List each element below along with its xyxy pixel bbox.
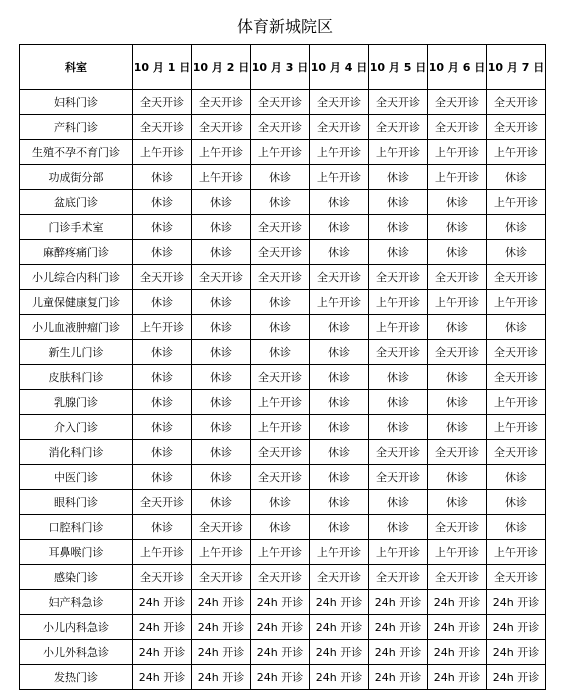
status-cell: 休诊 [251,490,310,515]
status-cell: 全天开诊 [428,565,487,590]
status-cell: 上午开诊 [310,140,369,165]
status-cell: 休诊 [192,290,251,315]
header-day: 10 月 5 日 [369,45,428,90]
status-cell: 全天开诊 [251,465,310,490]
status-cell: 休诊 [428,490,487,515]
dept-cell: 产科门诊 [20,115,133,140]
dept-cell: 小儿内科急诊 [20,615,133,640]
dept-cell: 新生儿门诊 [20,340,133,365]
status-cell: 全天开诊 [310,90,369,115]
status-cell: 24h 开诊 [487,590,546,615]
header-row [20,45,546,90]
dept-cell: 妇产科急诊 [20,590,133,615]
status-cell: 24h 开诊 [487,615,546,640]
table-row [20,140,546,165]
status-cell: 24h 开诊 [369,665,428,690]
status-cell: 全天开诊 [369,265,428,290]
status-cell: 休诊 [487,165,546,190]
table-row [20,540,546,565]
status-cell: 休诊 [133,340,192,365]
status-cell: 休诊 [310,415,369,440]
status-cell: 休诊 [428,240,487,265]
dept-cell: 介入门诊 [20,415,133,440]
status-cell: 全天开诊 [251,440,310,465]
table-row [20,640,546,665]
status-cell: 24h 开诊 [133,615,192,640]
status-cell: 24h 开诊 [251,615,310,640]
status-cell: 全天开诊 [192,265,251,290]
status-cell: 24h 开诊 [133,665,192,690]
status-cell: 全天开诊 [251,240,310,265]
status-cell: 24h 开诊 [369,615,428,640]
table-row [20,515,546,540]
status-cell: 休诊 [310,340,369,365]
status-cell: 全天开诊 [369,115,428,140]
status-cell: 休诊 [133,240,192,265]
table-row [20,465,546,490]
status-cell: 上午开诊 [369,315,428,340]
dept-cell: 消化科门诊 [20,440,133,465]
table-row [20,240,546,265]
status-cell: 休诊 [310,190,369,215]
status-cell: 休诊 [133,290,192,315]
status-cell: 全天开诊 [192,515,251,540]
dept-cell: 门诊手术室 [20,215,133,240]
status-cell: 24h 开诊 [133,590,192,615]
status-cell: 休诊 [428,390,487,415]
schedule-table [19,44,546,690]
status-cell: 24h 开诊 [428,640,487,665]
status-cell: 休诊 [192,415,251,440]
status-cell: 休诊 [133,440,192,465]
status-cell: 全天开诊 [369,565,428,590]
status-cell: 24h 开诊 [310,615,369,640]
status-cell: 休诊 [487,465,546,490]
status-cell: 休诊 [192,440,251,465]
status-cell: 24h 开诊 [192,640,251,665]
status-cell: 24h 开诊 [428,615,487,640]
dept-cell: 小儿综合内科门诊 [20,265,133,290]
status-cell: 上午开诊 [192,140,251,165]
header-day: 10 月 7 日 [487,45,546,90]
status-cell: 休诊 [310,390,369,415]
status-cell: 休诊 [251,190,310,215]
status-cell: 全天开诊 [133,565,192,590]
table-row [20,615,546,640]
dept-cell: 口腔科门诊 [20,515,133,540]
dept-cell: 发热门诊 [20,665,133,690]
status-cell: 休诊 [428,465,487,490]
status-cell: 休诊 [251,315,310,340]
status-cell: 24h 开诊 [369,590,428,615]
table-row [20,165,546,190]
status-cell: 休诊 [251,340,310,365]
status-cell: 休诊 [428,415,487,440]
status-cell: 休诊 [192,490,251,515]
status-cell: 上午开诊 [310,290,369,315]
dept-cell: 生殖不孕不育门诊 [20,140,133,165]
status-cell: 上午开诊 [487,390,546,415]
status-cell: 全天开诊 [428,90,487,115]
header-day: 10 月 2 日 [192,45,251,90]
status-cell: 休诊 [428,215,487,240]
table-row [20,415,546,440]
header-day: 10 月 4 日 [310,45,369,90]
dept-cell: 儿童保健康复门诊 [20,290,133,315]
status-cell: 上午开诊 [251,140,310,165]
status-cell: 上午开诊 [369,540,428,565]
status-cell: 全天开诊 [487,565,546,590]
status-cell: 24h 开诊 [487,640,546,665]
status-cell: 24h 开诊 [133,640,192,665]
status-cell: 休诊 [251,290,310,315]
status-cell: 休诊 [487,490,546,515]
status-cell: 上午开诊 [428,140,487,165]
status-cell: 休诊 [133,165,192,190]
status-cell: 上午开诊 [369,140,428,165]
status-cell: 休诊 [310,490,369,515]
status-cell: 全天开诊 [251,115,310,140]
status-cell: 休诊 [369,215,428,240]
status-cell: 上午开诊 [251,415,310,440]
status-cell: 休诊 [369,165,428,190]
status-cell: 上午开诊 [133,140,192,165]
status-cell: 全天开诊 [192,115,251,140]
status-cell: 全天开诊 [251,215,310,240]
status-cell: 休诊 [310,465,369,490]
status-cell: 休诊 [192,390,251,415]
status-cell: 全天开诊 [487,115,546,140]
status-cell: 上午开诊 [369,290,428,315]
status-cell: 全天开诊 [251,565,310,590]
status-cell: 休诊 [369,190,428,215]
status-cell: 上午开诊 [487,290,546,315]
table-row [20,265,546,290]
table-row [20,590,546,615]
status-cell: 全天开诊 [251,365,310,390]
table-row [20,340,546,365]
status-cell: 上午开诊 [310,540,369,565]
status-cell: 上午开诊 [487,190,546,215]
status-cell: 休诊 [192,315,251,340]
status-cell: 全天开诊 [310,265,369,290]
status-cell: 24h 开诊 [310,640,369,665]
status-cell: 24h 开诊 [369,640,428,665]
status-cell: 休诊 [310,315,369,340]
status-cell: 全天开诊 [487,90,546,115]
status-cell: 全天开诊 [428,440,487,465]
status-cell: 休诊 [369,365,428,390]
status-cell: 全天开诊 [428,265,487,290]
status-cell: 全天开诊 [369,465,428,490]
status-cell: 24h 开诊 [192,590,251,615]
status-cell: 全天开诊 [487,365,546,390]
table-row [20,115,546,140]
status-cell: 休诊 [133,390,192,415]
status-cell: 休诊 [192,340,251,365]
status-cell: 全天开诊 [369,440,428,465]
status-cell: 上午开诊 [487,540,546,565]
status-cell: 休诊 [192,365,251,390]
status-cell: 24h 开诊 [310,665,369,690]
status-cell: 休诊 [310,365,369,390]
status-cell: 24h 开诊 [251,665,310,690]
status-cell: 全天开诊 [133,90,192,115]
status-cell: 休诊 [369,390,428,415]
status-cell: 24h 开诊 [251,590,310,615]
dept-cell: 小儿血液肿瘤门诊 [20,315,133,340]
header-day: 10 月 6 日 [428,45,487,90]
status-cell: 休诊 [310,440,369,465]
table-row [20,565,546,590]
status-cell: 全天开诊 [369,340,428,365]
header-day: 10 月 1 日 [133,45,192,90]
status-cell: 全天开诊 [251,90,310,115]
status-cell: 休诊 [310,215,369,240]
status-cell: 休诊 [133,190,192,215]
status-cell: 24h 开诊 [428,590,487,615]
status-cell: 休诊 [133,515,192,540]
dept-cell: 乳腺门诊 [20,390,133,415]
status-cell: 24h 开诊 [310,590,369,615]
status-cell: 上午开诊 [487,415,546,440]
table-row [20,440,546,465]
dept-cell: 皮肤科门诊 [20,365,133,390]
status-cell: 全天开诊 [310,565,369,590]
status-cell: 上午开诊 [428,290,487,315]
status-cell: 休诊 [487,215,546,240]
status-cell: 休诊 [487,240,546,265]
status-cell: 全天开诊 [428,515,487,540]
status-cell: 全天开诊 [487,340,546,365]
dept-cell: 妇科门诊 [20,90,133,115]
status-cell: 休诊 [369,490,428,515]
status-cell: 上午开诊 [133,315,192,340]
dept-cell: 感染门诊 [20,565,133,590]
dept-cell: 耳鼻喉门诊 [20,540,133,565]
table-row [20,365,546,390]
status-cell: 上午开诊 [251,540,310,565]
status-cell: 24h 开诊 [192,615,251,640]
header-dept: 科室 [20,45,133,90]
status-cell: 休诊 [310,515,369,540]
dept-cell: 盆底门诊 [20,190,133,215]
status-cell: 24h 开诊 [251,640,310,665]
table-row [20,215,546,240]
table-row [20,90,546,115]
dept-cell: 功成街分部 [20,165,133,190]
status-cell: 上午开诊 [133,540,192,565]
status-cell: 全天开诊 [428,340,487,365]
status-cell: 休诊 [428,365,487,390]
status-cell: 休诊 [133,465,192,490]
table-row [20,665,546,690]
status-cell: 全天开诊 [487,265,546,290]
status-cell: 全天开诊 [133,490,192,515]
status-cell: 上午开诊 [428,540,487,565]
status-cell: 全天开诊 [251,265,310,290]
dept-cell: 中医门诊 [20,465,133,490]
dept-cell: 小儿外科急诊 [20,640,133,665]
status-cell: 休诊 [192,465,251,490]
dept-cell: 眼科门诊 [20,490,133,515]
status-cell: 全天开诊 [428,115,487,140]
status-cell: 上午开诊 [192,540,251,565]
status-cell: 休诊 [192,190,251,215]
status-cell: 休诊 [428,190,487,215]
status-cell: 休诊 [428,315,487,340]
table-row [20,490,546,515]
status-cell: 休诊 [369,515,428,540]
status-cell: 上午开诊 [192,165,251,190]
status-cell: 全天开诊 [310,115,369,140]
status-cell: 上午开诊 [251,390,310,415]
status-cell: 全天开诊 [192,565,251,590]
status-cell: 全天开诊 [369,90,428,115]
status-cell: 休诊 [310,240,369,265]
status-cell: 全天开诊 [487,440,546,465]
status-cell: 全天开诊 [192,90,251,115]
status-cell: 上午开诊 [487,140,546,165]
status-cell: 上午开诊 [310,165,369,190]
status-cell: 休诊 [133,415,192,440]
table-row [20,290,546,315]
status-cell: 休诊 [192,215,251,240]
table-row [20,315,546,340]
status-cell: 休诊 [487,315,546,340]
status-cell: 全天开诊 [133,115,192,140]
status-cell: 休诊 [251,515,310,540]
status-cell: 全天开诊 [133,265,192,290]
status-cell: 休诊 [251,165,310,190]
status-cell: 休诊 [487,515,546,540]
status-cell: 休诊 [369,415,428,440]
status-cell: 24h 开诊 [428,665,487,690]
table-row [20,190,546,215]
status-cell: 24h 开诊 [192,665,251,690]
table-row [20,390,546,415]
status-cell: 24h 开诊 [487,665,546,690]
page-title: 体育新城院区 [236,17,333,36]
dept-cell: 麻醉疼痛门诊 [20,240,133,265]
status-cell: 休诊 [133,365,192,390]
status-cell: 休诊 [192,240,251,265]
header-day: 10 月 3 日 [251,45,310,90]
status-cell: 休诊 [369,240,428,265]
status-cell: 上午开诊 [428,165,487,190]
status-cell: 休诊 [133,215,192,240]
